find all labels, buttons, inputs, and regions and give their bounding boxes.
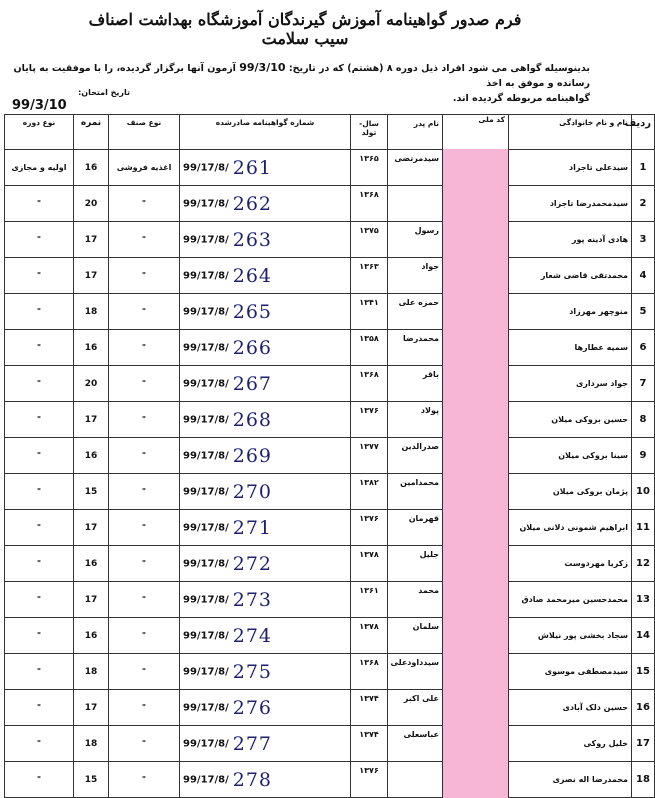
business-category: " [109, 726, 180, 762]
score: 20 [74, 186, 109, 222]
certificate-number [180, 186, 351, 222]
father-name: سیدمرتضی [388, 150, 443, 186]
course-type: " [5, 618, 74, 654]
birth-year: ۱۳۶۸ [351, 186, 388, 222]
score: 18 [74, 294, 109, 330]
birth-year: ۱۳۶۱ [351, 582, 388, 618]
business-category: اغذیه فروشی [109, 150, 180, 186]
course-type: " [5, 582, 74, 618]
business-category: " [109, 438, 180, 474]
redaction-block [443, 473, 508, 510]
birth-year: ۱۳۷۶ [351, 762, 388, 798]
birth-year: ۱۳۷۴ [351, 690, 388, 726]
header-name: نام و نام خانوادگی [509, 115, 632, 150]
table-row [5, 474, 655, 510]
course-type: " [5, 186, 74, 222]
intro-line2: گواهینامه مربوطه گردیده اند. [452, 93, 590, 104]
certificate-handwritten-number: 263 [232, 228, 273, 251]
person-name: محمدتقی قاضی شعار [509, 258, 632, 294]
exam-date-value: 99/3/10 [12, 98, 67, 113]
score: 17 [74, 690, 109, 726]
row-index: 2 [632, 186, 655, 222]
certificate-prefix: 99/17/8/ [183, 486, 229, 497]
table-row [5, 402, 655, 438]
course-type: " [5, 690, 74, 726]
header-national-id: کد ملی [443, 115, 509, 150]
certificate-prefix: 99/17/8/ [183, 414, 229, 425]
certificate-handwritten-number: 264 [232, 264, 273, 287]
course-type: اولیه و مجازی [5, 150, 74, 186]
intro-line1-b: آزمون آنها برگزار گردیده، را با موفقیت به پایان رسانده و موفق به اخذ [13, 63, 590, 89]
certificate-handwritten-number: 275 [232, 660, 273, 683]
row-index: 15 [632, 654, 655, 690]
course-type: " [5, 546, 74, 582]
row-index: 13 [632, 582, 655, 618]
redaction-block [443, 617, 508, 654]
score: 18 [74, 726, 109, 762]
row-index: 9 [632, 438, 655, 474]
national-id-cell [443, 438, 509, 474]
business-category: " [109, 330, 180, 366]
certificate-prefix: 99/17/8/ [183, 558, 229, 569]
person-name: هادی آدینه پور [509, 222, 632, 258]
father-name: سیدداودعلی [388, 654, 443, 690]
certificate-number [180, 762, 351, 798]
certificate-handwritten-number: 261 [232, 156, 273, 179]
row-index: 4 [632, 258, 655, 294]
father-name: علی اکبر [388, 690, 443, 726]
course-type: " [5, 366, 74, 402]
row-index: 8 [632, 402, 655, 438]
certificate-prefix: 99/17/8/ [183, 306, 229, 317]
course-type: " [5, 762, 74, 798]
score: 17 [74, 258, 109, 294]
person-name: سیدعلی تاجزاد [509, 150, 632, 186]
redaction-block [443, 221, 508, 258]
course-type: " [5, 294, 74, 330]
birth-year: ۱۳۸۲ [351, 474, 388, 510]
person-name: خلیل روکی [509, 726, 632, 762]
score: 16 [74, 438, 109, 474]
certificate-handwritten-number: 277 [232, 732, 273, 755]
table-row [5, 654, 655, 690]
certificate-prefix: 99/17/8/ [183, 594, 229, 605]
certificate-number [180, 258, 351, 294]
table-row [5, 726, 655, 762]
certificate-number [180, 582, 351, 618]
birth-year: ۱۳۶۳ [351, 258, 388, 294]
certificate-table [4, 114, 655, 798]
certificate-handwritten-number: 278 [232, 768, 273, 791]
certificate-number [180, 330, 351, 366]
table-row [5, 438, 655, 474]
certificate-number [180, 294, 351, 330]
row-index: 3 [632, 222, 655, 258]
score: 20 [74, 366, 109, 402]
certificate-prefix: 99/17/8/ [183, 378, 229, 389]
certificate-number [180, 222, 351, 258]
father-name [388, 186, 443, 222]
header-certificate: شماره گواهینامه صادرشده [180, 115, 351, 150]
person-name: حسین دلک آبادی [509, 690, 632, 726]
national-id-cell [443, 474, 509, 510]
business-category: " [109, 618, 180, 654]
redaction-block [443, 725, 508, 762]
certificate-number [180, 546, 351, 582]
score: 15 [74, 762, 109, 798]
table-row [5, 186, 655, 222]
birth-year: ۱۳۶۵ [351, 150, 388, 186]
header-idx: ردیف [632, 115, 655, 150]
certificate-handwritten-number: 276 [232, 696, 273, 719]
business-category: " [109, 582, 180, 618]
person-name: سجاد بخشی پور نیلاش [509, 618, 632, 654]
redaction-block [443, 689, 508, 726]
row-index: 1 [632, 150, 655, 186]
form-title: فرم صدور گواهینامه آموزش گیرندگان آموزشگاه بهداشت اصناف سیب سلامت [88, 10, 522, 48]
person-name: سیدمحمدرضا تاجزاد [509, 186, 632, 222]
certificate-number [180, 726, 351, 762]
person-name: حسین بروکی میلان [509, 402, 632, 438]
person-name: جواد سرداری [509, 366, 632, 402]
business-category: " [109, 258, 180, 294]
certificate-number [180, 690, 351, 726]
national-id-cell [443, 402, 509, 438]
certificate-prefix: 99/17/8/ [183, 450, 229, 461]
score: 17 [74, 222, 109, 258]
national-id-cell [443, 294, 509, 330]
row-index: 12 [632, 546, 655, 582]
table-row [5, 258, 655, 294]
national-id-cell [443, 330, 509, 366]
course-type: " [5, 402, 74, 438]
course-type: " [5, 258, 74, 294]
course-type: " [5, 474, 74, 510]
father-name: محمدامین [388, 474, 443, 510]
certificate-handwritten-number: 269 [232, 444, 273, 467]
score: 17 [74, 510, 109, 546]
business-category: " [109, 654, 180, 690]
certificate-number [180, 510, 351, 546]
table-row [5, 762, 655, 798]
father-name: قهرمان [388, 510, 443, 546]
certificate-prefix: 99/17/8/ [183, 774, 229, 785]
father-name: رسول [388, 222, 443, 258]
certificate-handwritten-number: 262 [232, 192, 273, 215]
father-name: عباسعلی [388, 726, 443, 762]
table-row [5, 150, 655, 186]
header-birth-year: سال- تولد [351, 115, 388, 150]
birth-year: ۱۳۷۵ [351, 222, 388, 258]
course-type: " [5, 330, 74, 366]
person-name: زکریا مهردوست [509, 546, 632, 582]
birth-year: ۱۳۵۸ [351, 330, 388, 366]
row-index: 5 [632, 294, 655, 330]
table-row [5, 294, 655, 330]
father-name: سلمان [388, 618, 443, 654]
national-id-cell [443, 366, 509, 402]
score: 15 [74, 474, 109, 510]
certificate-prefix: 99/17/8/ [183, 738, 229, 749]
birth-year: ۱۳۷۸ [351, 618, 388, 654]
business-category: " [109, 402, 180, 438]
father-name: محمد [388, 582, 443, 618]
father-name: حمزه علی [388, 294, 443, 330]
score: 17 [74, 582, 109, 618]
father-name: پولاد [388, 402, 443, 438]
certificate-prefix: 99/17/8/ [183, 666, 229, 677]
certificate-prefix: 99/17/8/ [183, 198, 229, 209]
birth-year: ۱۳۴۱ [351, 294, 388, 330]
national-id-cell [443, 150, 509, 186]
row-index: 7 [632, 366, 655, 402]
certificate-number [180, 618, 351, 654]
father-name: صدرالدین [388, 438, 443, 474]
redaction-block [443, 581, 508, 618]
redaction-block [443, 401, 508, 438]
business-category: " [109, 510, 180, 546]
course-type: " [5, 510, 74, 546]
redaction-block [443, 545, 508, 582]
national-id-cell [443, 186, 509, 222]
national-id-cell [443, 582, 509, 618]
business-category: " [109, 222, 180, 258]
intro-line1-a: بدینوسیله گواهی می شود افراد ذیل دوره ۸ (هشتم) که در تاریخ: [288, 63, 590, 74]
certificate-number [180, 438, 351, 474]
table-header-row [5, 115, 655, 150]
birth-year: ۱۳۷۷ [351, 438, 388, 474]
table-row [5, 330, 655, 366]
certificate-number [180, 402, 351, 438]
national-id-cell [443, 510, 509, 546]
table-row [5, 222, 655, 258]
score: 17 [74, 402, 109, 438]
table-row [5, 582, 655, 618]
certificate-prefix: 99/17/8/ [183, 630, 229, 641]
redaction-block [443, 653, 508, 690]
person-name: محمدرضا اله نصری [509, 762, 632, 798]
score: 18 [74, 654, 109, 690]
business-category: " [109, 474, 180, 510]
row-index: 17 [632, 726, 655, 762]
score: 16 [74, 618, 109, 654]
exam-date-label: تاریخ امتحان: [78, 88, 130, 97]
certificate-handwritten-number: 266 [232, 336, 273, 359]
certificate-prefix: 99/17/8/ [183, 234, 229, 245]
row-index: 6 [632, 330, 655, 366]
certificate-handwritten-number: 273 [232, 588, 273, 611]
score: 16 [74, 150, 109, 186]
national-id-cell [443, 726, 509, 762]
father-name: محمدرضا [388, 330, 443, 366]
person-name: سیدمصطفی موسوی [509, 654, 632, 690]
person-name: پژمان بروکی میلان [509, 474, 632, 510]
row-index: 16 [632, 690, 655, 726]
redaction-block [443, 761, 508, 798]
score: 16 [74, 546, 109, 582]
business-category: " [109, 546, 180, 582]
certificate-handwritten-number: 272 [232, 552, 273, 575]
certificate-handwritten-number: 267 [232, 372, 273, 395]
redaction-block [443, 509, 508, 546]
person-name: محمدحسین میرمحمد صادق [509, 582, 632, 618]
certificate-handwritten-number: 265 [232, 300, 273, 323]
table-row [5, 546, 655, 582]
header-father: نام پدر [388, 115, 443, 150]
father-name [388, 762, 443, 798]
header-score: نمره [74, 115, 109, 150]
father-name: باقر [388, 366, 443, 402]
certificate-number [180, 474, 351, 510]
row-index: 11 [632, 510, 655, 546]
header-category: نوع صنف [109, 115, 180, 150]
national-id-cell [443, 618, 509, 654]
certificate-number [180, 150, 351, 186]
certificate-number [180, 654, 351, 690]
redaction-block [443, 293, 508, 330]
certificate-prefix: 99/17/8/ [183, 342, 229, 353]
course-type: " [5, 438, 74, 474]
national-id-cell [443, 258, 509, 294]
father-name: جواد [388, 258, 443, 294]
table-row [5, 510, 655, 546]
row-index: 14 [632, 618, 655, 654]
row-index: 18 [632, 762, 655, 798]
birth-year: ۱۳۷۶ [351, 402, 388, 438]
business-category: " [109, 186, 180, 222]
certificate-handwritten-number: 271 [232, 516, 273, 539]
score: 16 [74, 330, 109, 366]
certificate-handwritten-number: 268 [232, 408, 273, 431]
birth-year: ۱۳۷۶ [351, 510, 388, 546]
table-row [5, 618, 655, 654]
business-category: " [109, 690, 180, 726]
business-category: " [109, 366, 180, 402]
table-row [5, 690, 655, 726]
father-name: جلیل [388, 546, 443, 582]
national-id-cell [443, 762, 509, 798]
birth-year: ۱۳۷۴ [351, 726, 388, 762]
certificate-prefix: 99/17/8/ [183, 162, 229, 173]
business-category: " [109, 294, 180, 330]
national-id-cell [443, 222, 509, 258]
person-name: سمیه عطارها [509, 330, 632, 366]
redaction-block [443, 437, 508, 474]
business-category: " [109, 762, 180, 798]
certificate-number [180, 366, 351, 402]
person-name: منوچهر مهرزاد [509, 294, 632, 330]
national-id-cell [443, 654, 509, 690]
redaction-block [443, 149, 508, 186]
certificate-prefix: 99/17/8/ [183, 270, 229, 281]
birth-year: ۱۳۷۸ [351, 546, 388, 582]
person-name: ابراهیم شمونی دلانی میلان [509, 510, 632, 546]
table-body [5, 150, 655, 798]
redaction-block [443, 329, 508, 366]
course-type: " [5, 654, 74, 690]
course-type: " [5, 726, 74, 762]
certificate-handwritten-number: 270 [232, 480, 273, 503]
certificate-prefix: 99/17/8/ [183, 522, 229, 533]
person-name: سینا بروکی میلان [509, 438, 632, 474]
redaction-block [443, 257, 508, 294]
national-id-cell [443, 690, 509, 726]
header-course: نوع دوره [5, 115, 74, 150]
birth-year: ۱۳۶۸ [351, 366, 388, 402]
course-type: " [5, 222, 74, 258]
intro-date: 99/3/10 [239, 61, 286, 74]
table-row [5, 366, 655, 402]
redaction-block [443, 365, 508, 402]
row-index: 10 [632, 474, 655, 510]
certificate-prefix: 99/17/8/ [183, 702, 229, 713]
redaction-block [443, 185, 508, 222]
birth-year: ۱۳۶۸ [351, 654, 388, 690]
national-id-cell [443, 546, 509, 582]
certificate-handwritten-number: 274 [232, 624, 273, 647]
